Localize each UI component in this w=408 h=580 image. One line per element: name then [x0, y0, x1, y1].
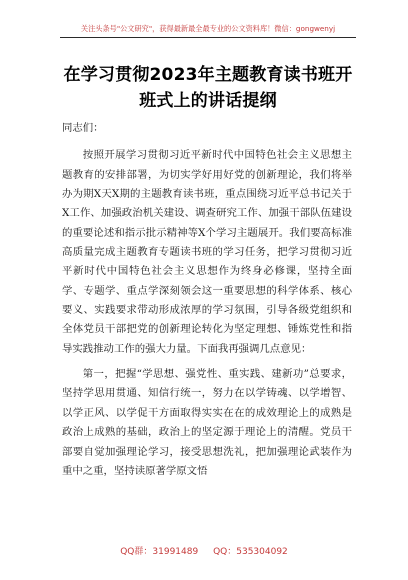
paragraph-2: 第一，把握“学思想、强党性、重实践、建新功”总要求，坚持学思用贯通、知信行统一，努力在以学铸魂、以学增智、以学正风、以学促干方面取得实实在在的成效理论上的成熟是政治上成熟的基础，政治上的坚定源于理论上的清醒。党员干部要自觉加强理论学习，接受思想洗礼，把加强理论武装作为重中之重，坚持读原著学原文悟 [62, 368, 352, 477]
document-title: 在学习贯彻2023年主题教育读书班开班式上的讲话提纲 [63, 65, 353, 111]
salutation: 同志们： [62, 122, 104, 134]
paragraph-1: 按照开展学习贯彻习近平新时代中国特色社会主义思想主题教育的安排部署，为切实学好用好党的创新理论，我们将举办为期X天X期的主题教育读书班，重点围绕习近平总书记关于X工作、加强政治机关建设、调查研究工作、加强干部队伍建设的重要论述和指示批示精神等X个学习主题展开。我们要高标准高质量完成主题教育专题读书班的学习任务，把学习贯彻习近平新时代中国特色社会主义思想作为终身必修课，坚持全面学、专题学、重点学深刻领会这一重要思想的科学体系、核心要义、实践要求带动形成浓厚的学习氛围，引导各级党组织和全体党员干部把党的创新理论转化为坚定理想、锤炼党性和指导实践推动工作的强大力量。下面我再强调几点意见： [62, 149, 352, 355]
footer-qq: QQ：535304092 [213, 547, 288, 557]
header-banner [60, 20, 356, 38]
footer-qq-group: QQ群：31991489 [120, 547, 199, 557]
document-body [62, 119, 352, 481]
footer-contact [0, 545, 408, 559]
header-banner-text: 关注头条号"公文研究"，获得最新最全最专业的公文资料库！微信：gongwenyj [80, 24, 336, 33]
